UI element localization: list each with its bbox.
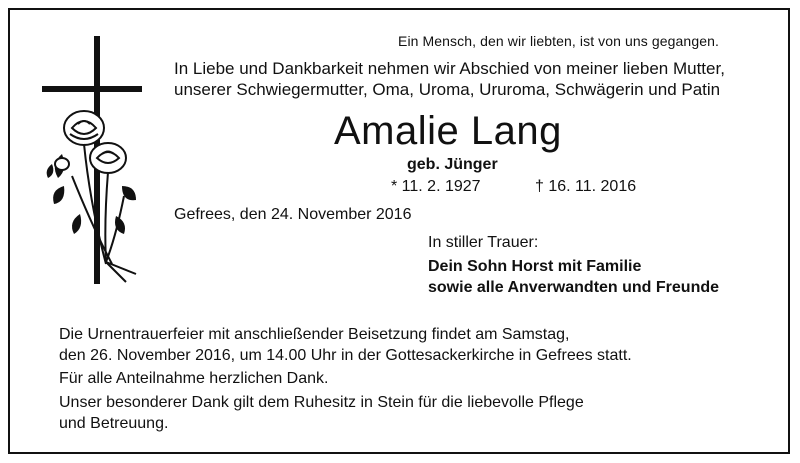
mourners-line: Dein Sohn Horst mit Familie	[428, 258, 642, 275]
mourners-line: sowie alle Anverwandten und Freunde	[428, 279, 720, 296]
birth-date: * 11. 2. 1927	[391, 178, 481, 195]
death-date: † 16. 11. 2016	[535, 178, 637, 195]
special-thanks-paragraph	[59, 392, 584, 434]
birth-name: geb. Jünger	[407, 156, 498, 173]
farewell-paragraph	[174, 58, 725, 100]
cross-with-roses-icon	[42, 36, 142, 286]
farewell-line: In Liebe und Dankbarkeit nehmen wir Abschied von meiner lieben Mutter,	[174, 59, 725, 78]
mourning-label: In stiller Trauer:	[428, 234, 539, 251]
thanks-line: Für alle Anteilnahme herzlichen Dank.	[59, 370, 329, 387]
special-thanks-line: und Betreuung.	[59, 415, 169, 432]
special-thanks-line: Unser besonderer Dank gilt dem Ruhesitz in Stein für die liebevolle Pflege	[59, 394, 584, 411]
intro-line: Ein Mensch, den wir liebten, ist von uns gegangen.	[398, 33, 719, 49]
farewell-line: unserer Schwiegermutter, Oma, Uroma, Ururoma, Schwägerin und Patin	[174, 80, 721, 99]
ceremony-line: Die Urnentrauerfeier mit anschließender Beisetzung findet am Samstag,	[59, 326, 570, 343]
deceased-name: Amalie Lang	[334, 109, 562, 153]
place-and-date: Gefrees, den 24. November 2016	[174, 206, 412, 223]
ceremony-paragraph	[59, 324, 632, 366]
ceremony-line: den 26. November 2016, um 14.00 Uhr in der Gottesackerkirche in Gefrees statt.	[59, 347, 632, 364]
